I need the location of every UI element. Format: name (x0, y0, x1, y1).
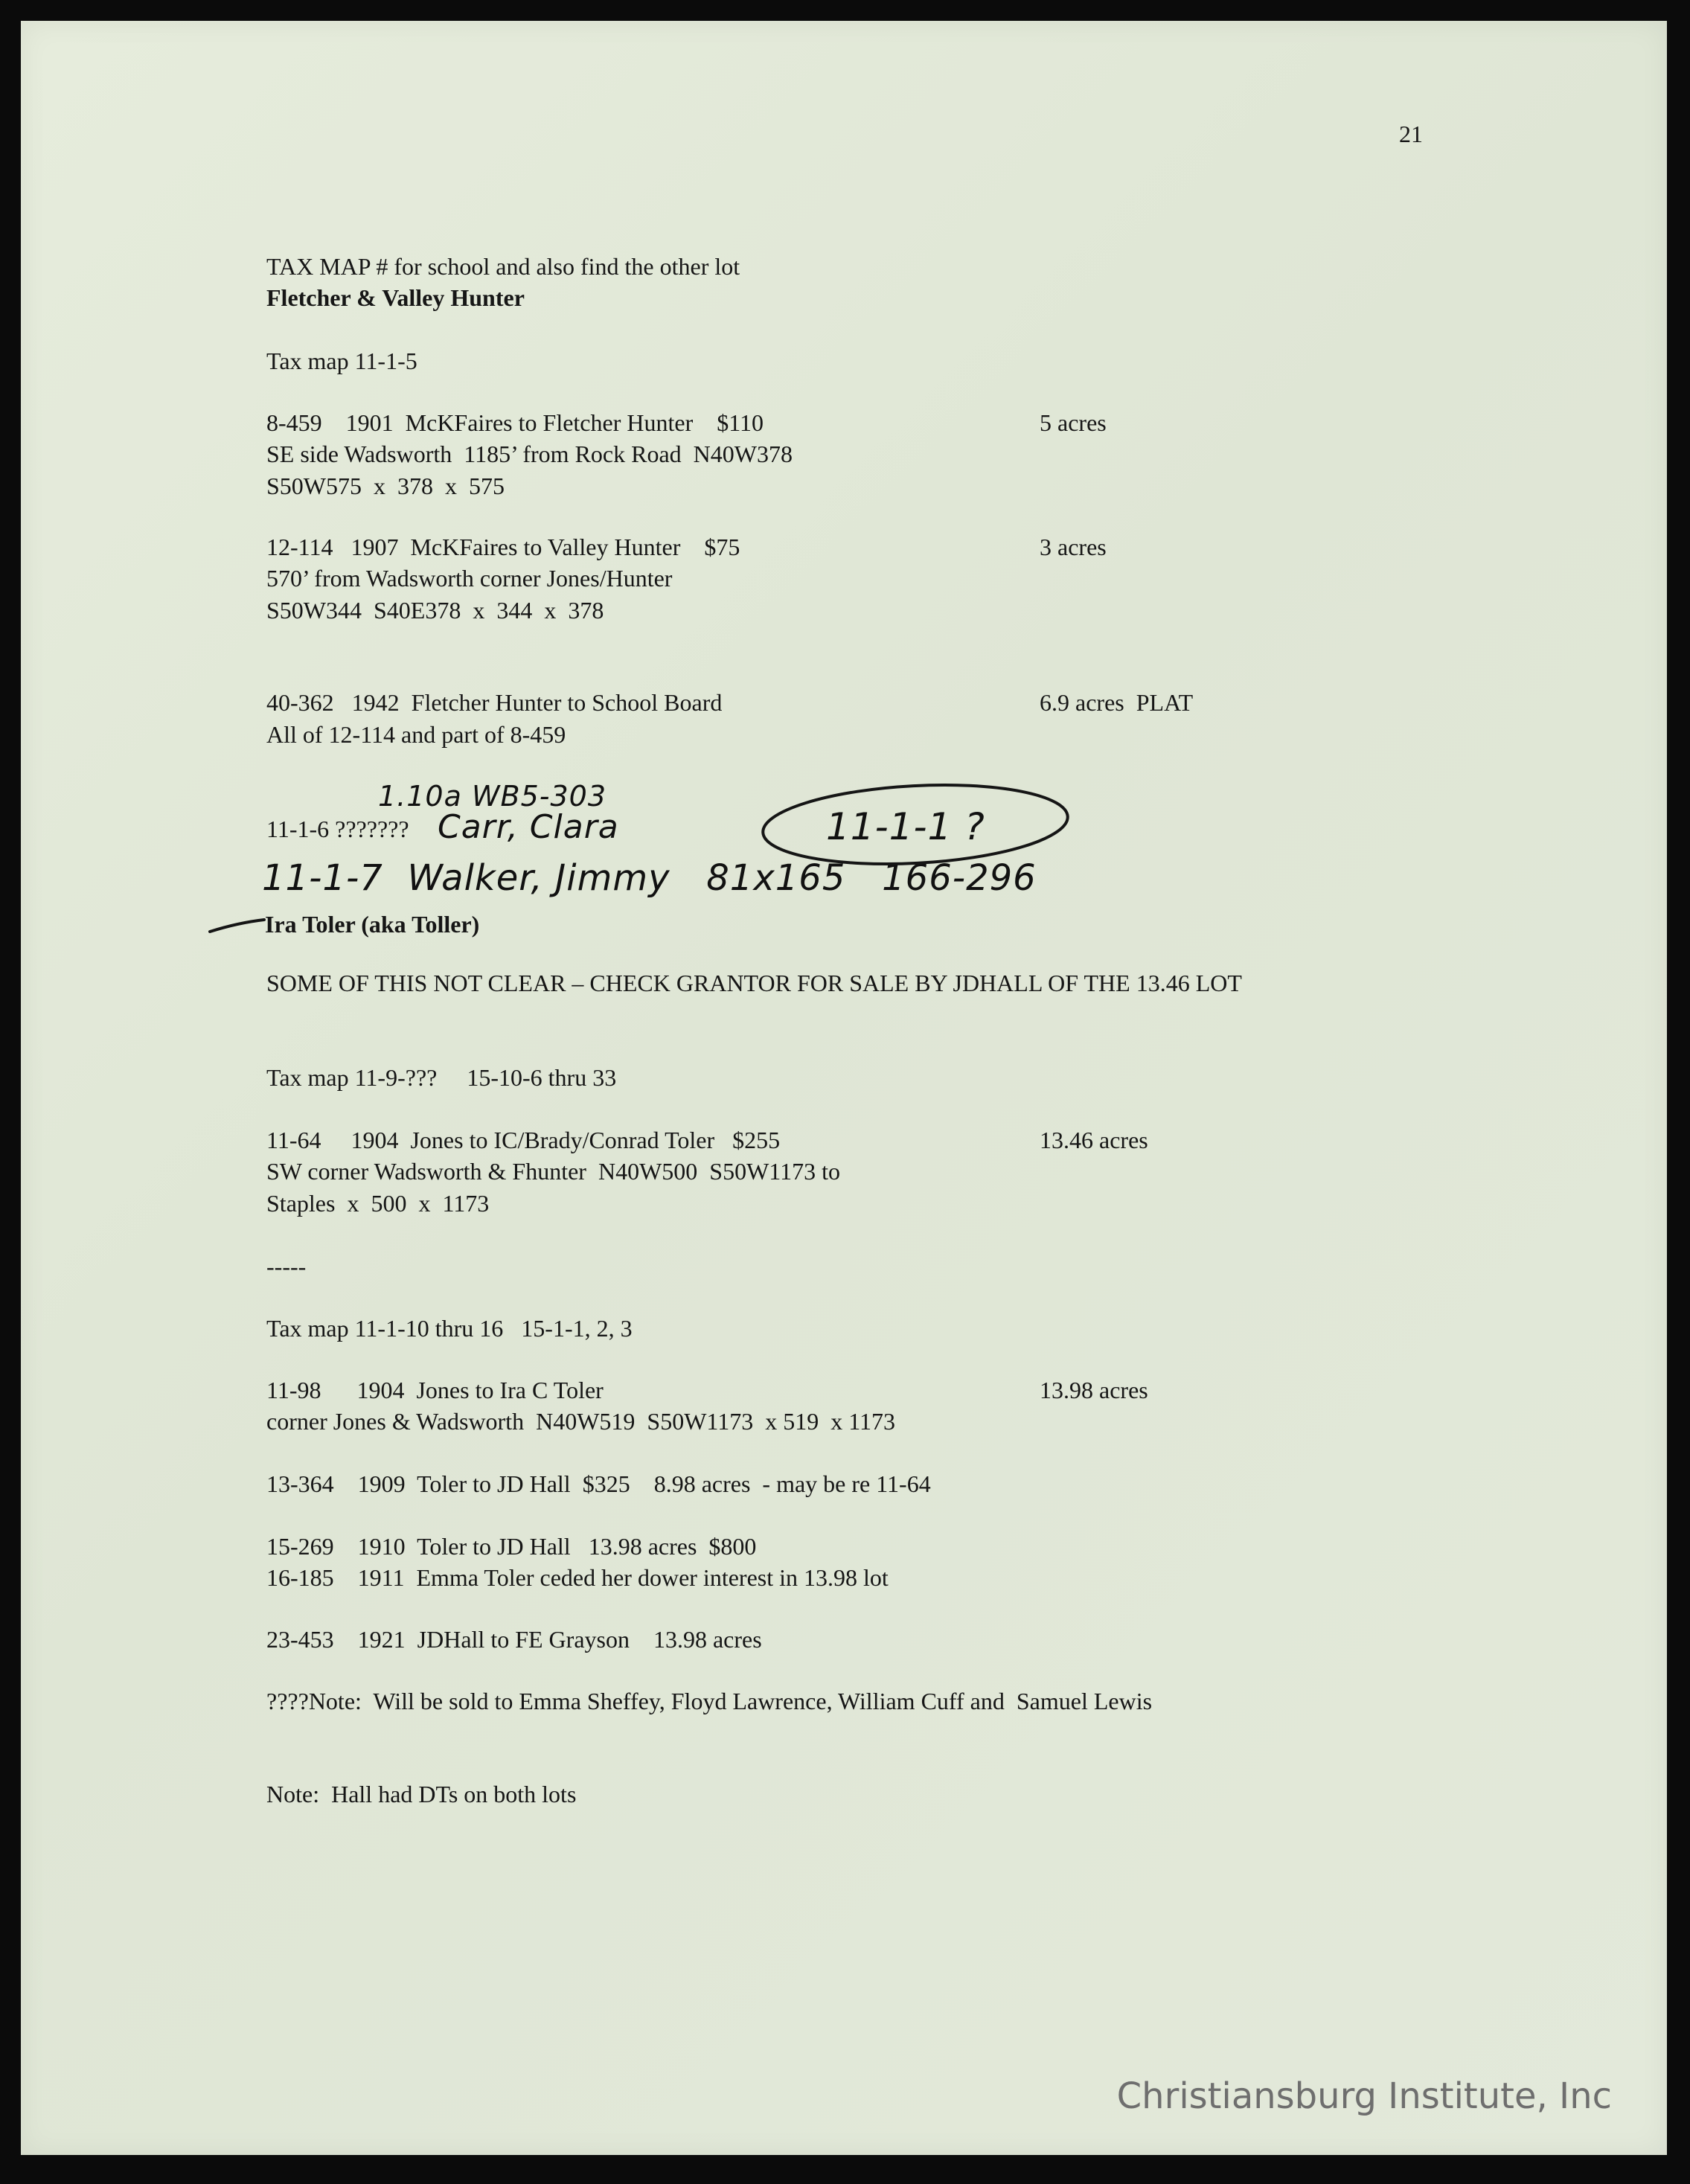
subheading-ira-toler: Ira Toler (aka Toller) (265, 911, 480, 938)
acreage: 3 acres (1040, 534, 1107, 560)
deed-entry-line: 40-362 1942 Fletcher Hunter to School Board (266, 689, 723, 716)
deed-entry-line: 570’ from Wadsworth corner Jones/Hunter (266, 565, 673, 592)
deed-entry-line: 12-114 1907 McKFaires to Valley Hunter $75 (266, 534, 740, 560)
acreage: 13.98 acres (1040, 1377, 1148, 1403)
deed-entry-line: SW corner Wadsworth & Fhunter N40W500 S50W1173 to (266, 1158, 840, 1185)
deed-entry-line: S50W344 S40E378 x 344 x 378 (266, 597, 604, 624)
deed-entry-line: 23-453 1921 JDHall to FE Grayson 13.98 acres (266, 1626, 762, 1653)
watermark: Christiansburg Institute, Inc (1116, 2075, 1612, 2117)
deed-entry-line: 11-64 1904 Jones to IC/Brady/Conrad Toler $255 (266, 1127, 781, 1153)
deed-entry-line: SE side Wadsworth 1185’ from Rock Road N40W378 (266, 441, 793, 467)
deed-entry-line: corner Jones & Wadsworth N40W519 S50W1173 x 519 x 1173 (266, 1408, 896, 1435)
deed-entry-line: 11-98 1904 Jones to Ira C Toler (266, 1377, 604, 1403)
parcel-11-1-6: 11-1-6 ??????? (266, 816, 409, 842)
deed-entry-line: Staples x 500 x 1173 (266, 1190, 490, 1217)
circle-mark (761, 778, 1070, 871)
tax-map-heading: Tax map 11-1-10 thru 16 15-1-1, 2, 3 (266, 1315, 633, 1342)
note: ????Note: Will be sold to Emma Sheffey, Floyd Lawrence, William Cuff and Samuel Lewis (266, 1688, 1153, 1714)
deed-entry-line: 8-459 1901 McKFaires to Fletcher Hunter $110 (266, 409, 764, 436)
deed-entry-line: S50W575 x 378 x 575 (266, 473, 505, 499)
page-number: 21 (1399, 121, 1423, 147)
handwritten-note: 1.10a WB5-303 (378, 780, 607, 813)
acreage: 5 acres (1040, 409, 1107, 436)
acreage: 6.9 acres PLAT (1040, 689, 1194, 716)
handwritten-row: 11-1-7 Walker, Jimmy 81x165 166-296 (262, 857, 1037, 899)
deed-entry-line: All of 12-114 and part of 8-459 (266, 721, 566, 748)
pointer-line (210, 920, 264, 932)
handwritten-name: Carr, Clara (438, 808, 619, 846)
heading-title: Fletcher & Valley Hunter (266, 284, 525, 311)
deed-entry-line: 15-269 1910 Toler to JD Hall 13.98 acres $800 (266, 1533, 757, 1560)
separator: ----- (266, 1253, 307, 1280)
notice-text: SOME OF THIS NOT CLEAR – CHECK GRANTOR FOR SALE BY JDHALL OF THE 13.46 LOT (266, 970, 1242, 996)
acreage: 13.46 acres (1040, 1127, 1148, 1153)
note: Note: Hall had DTs on both lots (266, 1781, 577, 1807)
heading-line: TAX MAP # for school and also find the other lot (266, 253, 740, 280)
tax-map-heading: Tax map 11-9-??? 15-10-6 thru 33 (266, 1064, 617, 1091)
deed-entry-line: 16-185 1911 Emma Toler ceded her dower interest in 13.98 lot (266, 1564, 889, 1591)
tax-map-heading: Tax map 11-1-5 (266, 348, 417, 374)
deed-entry-line: 13-364 1909 Toler to JD Hall $325 8.98 acres - may be re 11-64 (266, 1470, 931, 1497)
handwritten-circled-note: 11-1-1 ? (826, 805, 985, 848)
